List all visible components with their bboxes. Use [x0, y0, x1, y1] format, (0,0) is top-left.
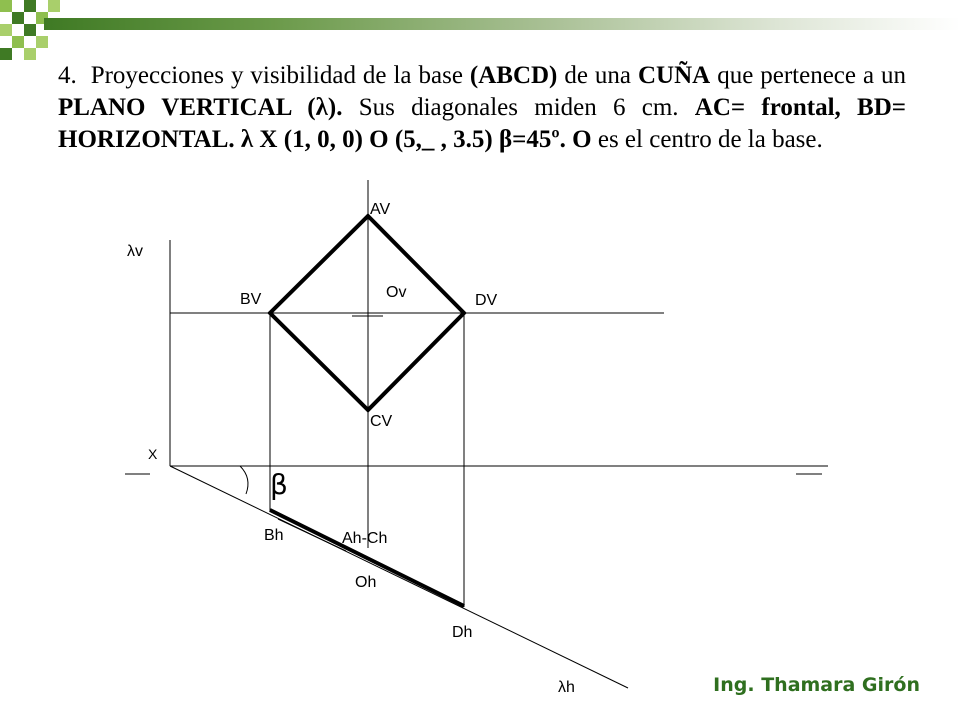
horizontal-trace-line — [170, 466, 628, 688]
label-cv: CV — [370, 413, 393, 430]
label-lambda-h: λh — [558, 679, 575, 696]
problem-number: 4. — [58, 62, 77, 89]
label-oh: Oh — [355, 574, 377, 591]
label-lambda-v: λv — [127, 243, 143, 260]
label-ov: Ov — [386, 284, 407, 301]
author-credit: Ing. Thamara Girón — [713, 674, 920, 696]
label-beta: β — [270, 468, 288, 501]
label-dv: DV — [475, 292, 498, 309]
label-ah-ch: Ah-Ch — [342, 530, 388, 547]
label-av: AV — [370, 201, 391, 218]
beta-angle-arc — [240, 466, 248, 494]
label-bv: BV — [240, 291, 262, 308]
label-bh: Bh — [264, 527, 284, 544]
base-horizontal-projection — [270, 510, 464, 606]
label-dh: Dh — [452, 624, 473, 641]
problem-statement: 4. Proyecciones y visibilidad de la base (ABCD) de una CUÑA que pertenece a un PLANO VERTICAL (λ). Sus diagonales miden 6 cm. AC= frontal, BD= HORIZONTAL. λ X (1, 0, 0) O (5,_ , 3.5) β=45º. O es el centro de la base. — [58, 62, 907, 153]
label-x: X — [148, 446, 158, 462]
bh-ahch-double-stroke — [278, 519, 346, 551]
